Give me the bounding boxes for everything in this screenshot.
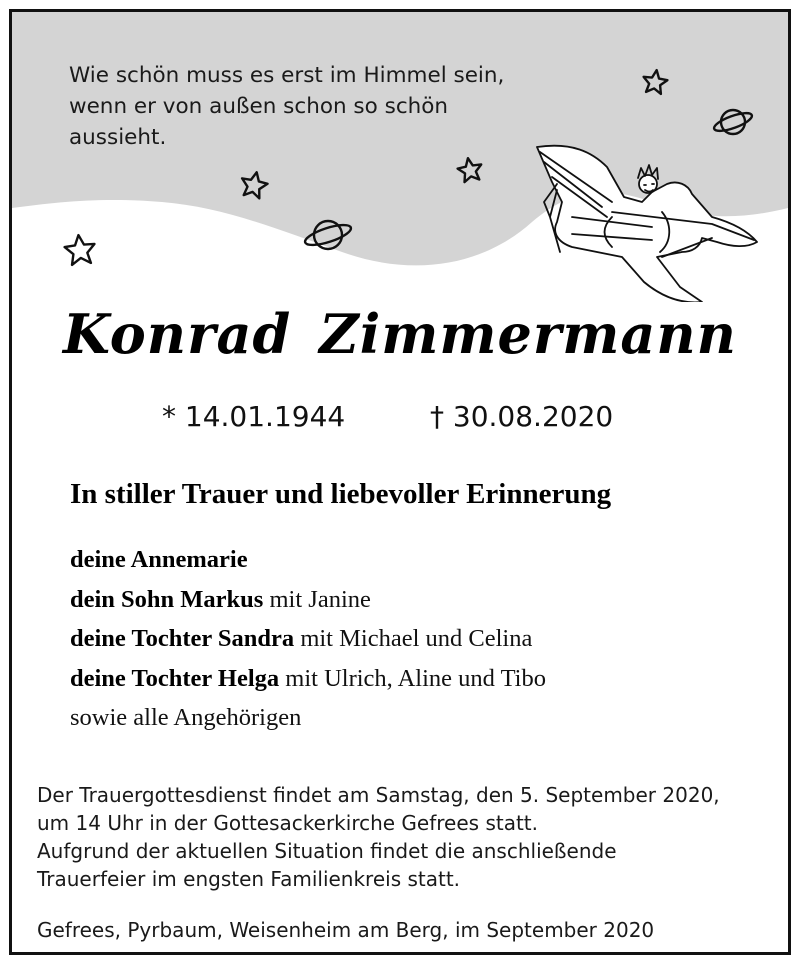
mourning-line: In stiller Trauer und liebevoller Erinnerung <box>70 478 612 510</box>
star-icon <box>64 234 97 266</box>
mourner-row <box>70 659 546 699</box>
mourner-row <box>70 619 546 659</box>
verse-line: aussieht. <box>69 125 167 150</box>
mourner-row <box>70 698 546 738</box>
mourners-list <box>70 540 546 738</box>
mourner-companions: mit Ulrich, Aline und Tibo <box>279 664 546 692</box>
verse-line: wenn er von außen schon so schön <box>69 94 449 119</box>
first-name: Konrad <box>63 302 292 366</box>
last-name: Zimmermann <box>319 302 737 366</box>
verse-line: Wie schön muss es erst im Himmel sein, <box>69 63 505 88</box>
mourner-name: deine Annemarie <box>70 546 248 573</box>
mourner-name: dein Sohn Markus <box>70 585 264 613</box>
place-and-date: Gefrees, Pyrbaum, Weisenheim am Berg, im September 2020 <box>37 918 655 942</box>
mourner-row <box>70 580 546 620</box>
service-line: Trauerfeier im engsten Familienkreis statt. <box>37 867 461 891</box>
mourner-companions: mit Janine <box>263 585 371 613</box>
memorial-verse <box>69 60 589 153</box>
obituary-card <box>9 9 791 955</box>
mourner-name: deine Tochter Helga <box>70 664 280 692</box>
funeral-service-notice <box>37 781 777 893</box>
mourner-row <box>70 540 546 580</box>
night-sky-illustration <box>12 12 788 302</box>
service-line: Aufgrund der aktuellen Situation findet die anschließende <box>37 839 617 863</box>
service-line: um 14 Uhr in der Gottesackerkirche Gefrees statt. <box>37 811 539 835</box>
mourner-companions: sowie alle Angehörigen <box>70 704 302 731</box>
death-date: † 30.08.2020 <box>430 400 614 433</box>
service-line: Der Trauergottesdienst findet am Samstag, den 5. September 2020, <box>37 783 720 807</box>
mourner-name: deine Tochter Sandra <box>70 625 295 652</box>
deceased-name <box>12 302 788 366</box>
birth-date: * 14.01.1944 <box>162 400 346 433</box>
mourner-companions: mit Michael und Celina <box>294 625 533 652</box>
